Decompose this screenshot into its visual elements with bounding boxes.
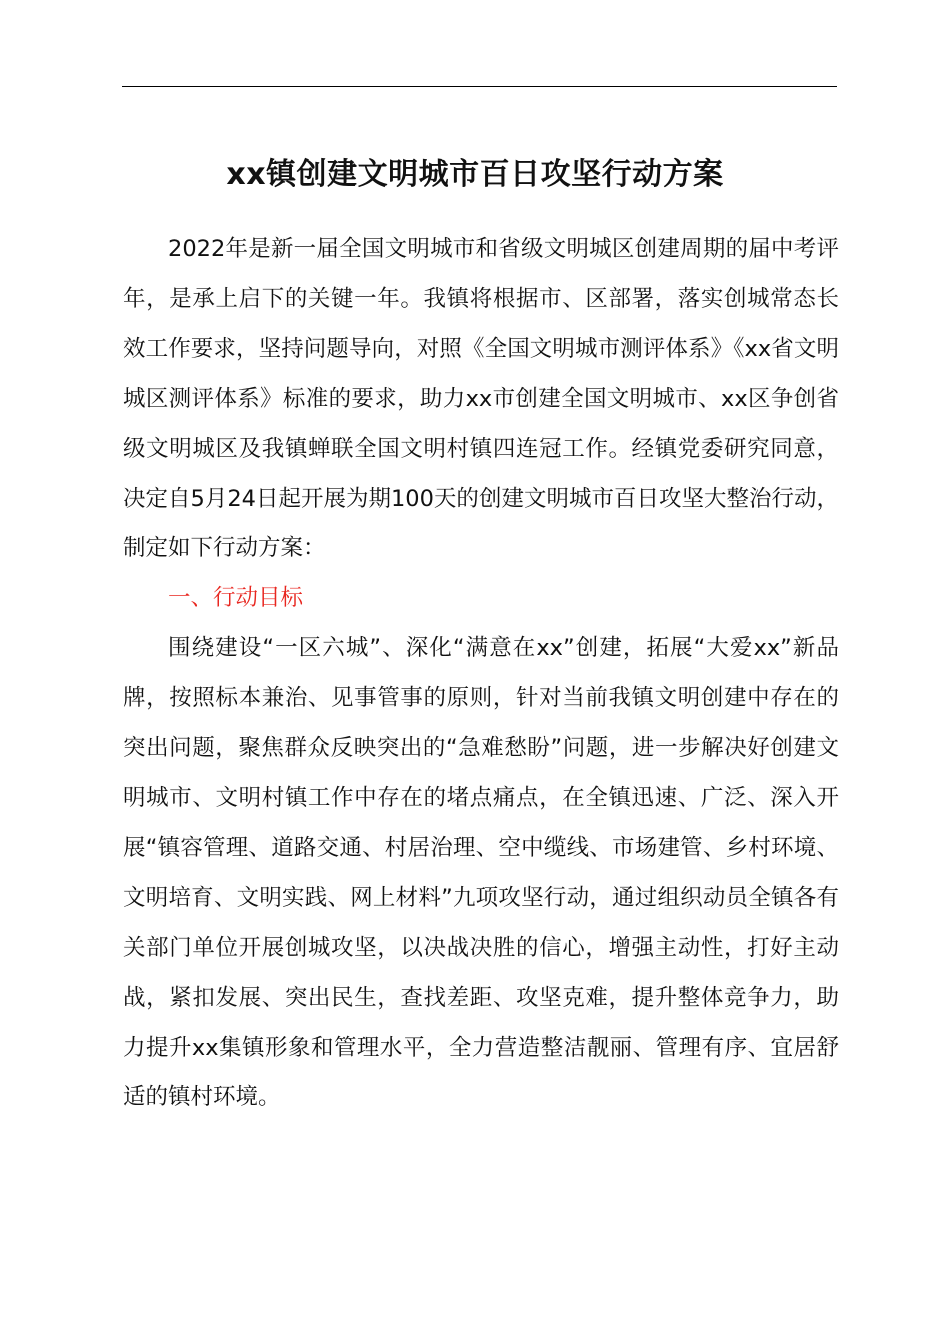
document-title: xx镇创建文明城市百日攻坚行动方案 (226, 157, 724, 192)
header-rule (122, 86, 837, 87)
document-body (123, 225, 839, 1123)
intro-paragraph: 2022年是新一届全国文明城市和省级文明城区创建周期的届中考评年，是承上启下的关键一年。我镇将根据市、区部署，落实创城常态长效工作要求，坚持问题导向，对照《全国文明城市测评体系》《xx省文明城区测评体系》标准的要求，助力xx市创建全国文明城市、xx区争创省级文明城区及我镇蝉联全国文明村镇四连冠工作。经镇党委研究同意，决定自5月24日起开展为期100天的创建文明城市百日攻坚大整治行动，制定如下行动方案： (123, 236, 839, 562)
section-heading-action-goals: 一、行动目标 (168, 585, 304, 612)
section-paragraph-action-goals: 围绕建设“一区六城”、深化“满意在xx”创建，拓展“大爱xx”新品牌，按照标本兼治、见事管事的原则，针对当前我镇文明创建中存在的突出问题，聚焦群众反映突出的“急难愁盼”问题，进一步解决好创建文明城市、文明村镇工作中存在的堵点痛点，在全镇迅速、广泛、深入开展“镇容管理、道路交通、村居治理、空中缆线、市场建管、乡村环境、文明培育、文明实践、网上材料”九项攻坚行动，通过组织动员全镇各有关部门单位开展创城攻坚，以决战决胜的信心，增强主动性，打好主动战，紧扣发展、突出民生，查找差距、攻坚克难，提升整体竞争力，助力提升xx集镇形象和管理水平，全力营造整洁靓丽、管理有序、宜居舒适的镇村环境。 (123, 635, 839, 1111)
